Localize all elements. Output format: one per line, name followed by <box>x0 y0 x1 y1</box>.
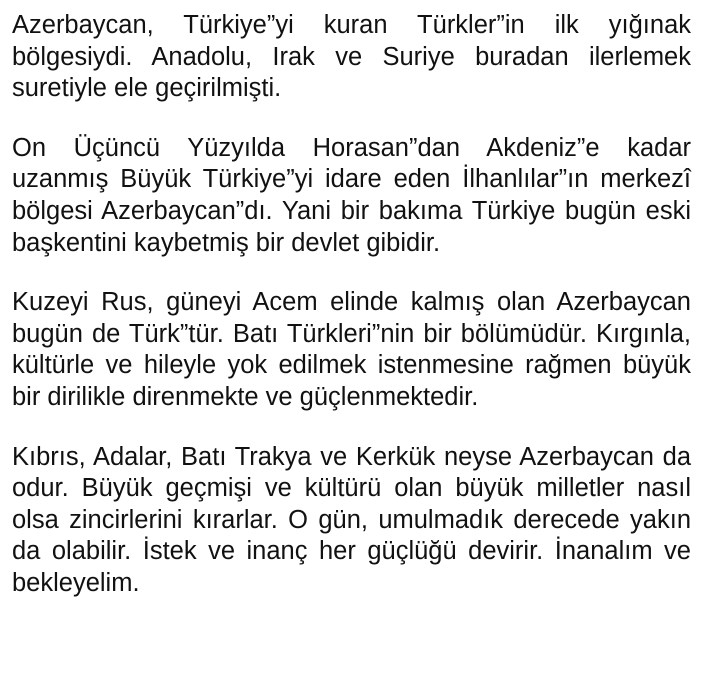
paragraph-2: On Üçüncü Yüzyılda Horasan”dan Akdeniz”e kadar uzanmış Büyük Türkiye”yi idare eden İlhanlılar”ın merkezî bölgesi Azerbaycan”dı. Yani bir bakıma Türkiye bugün eski başkentini kaybetmiş bir devlet gibidir. <box>12 133 691 257</box>
paragraph-4: Kıbrıs, Adalar, Batı Trakya ve Kerkük neyse Azerbaycan da odur. Büyük geçmişi ve kültürü olan büyük milletler nasıl olsa zincirlerini kırarlar. O gün, umulmadık derecede yakın da olabilir. İstek ve inanç her güçlüğü devirir. İnanalım ve bekleyelim. <box>12 442 691 597</box>
paragraph-3: Kuzeyi Rus, güneyi Acem elinde kalmış olan Azerbaycan bugün de Türk”tür. Batı Türkleri”nin bir bölümüdür. Kırgınla, kültürle ve hileyle yok edilmek istenmesine rağmen büyük bir dirilikle direnmekte ve güçlenmektedir. <box>12 288 691 411</box>
paragraph-1: Azerbaycan, Türkiye”yi kuran Türkler”in ilk yığınak bölgesiydi. Anadolu, Irak ve Suriye buradan ilerlemek suretiyle ele geçirilmişti. <box>12 11 691 103</box>
